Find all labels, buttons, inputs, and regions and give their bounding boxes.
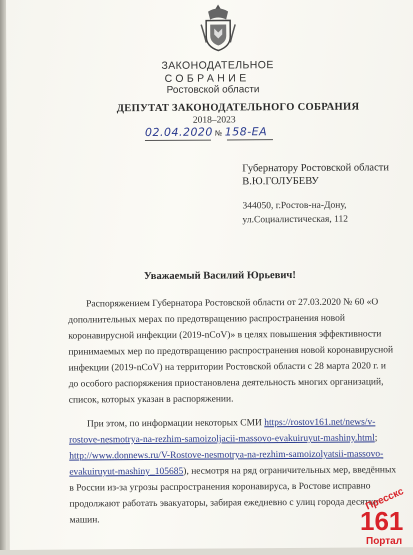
paragraph2-intro: При этом, по информации некоторых СМИ	[86, 418, 265, 430]
greeting: Уважаемый Василий Юрьевич!	[143, 269, 296, 283]
number-underline	[227, 139, 273, 140]
paragraph1-line: до особого распоряжения приостановлена деятельность многих организаций,	[68, 377, 384, 390]
watermark-number: 161	[360, 506, 404, 536]
separator-text: ;	[374, 433, 378, 444]
addressee-city: 344050, г.Ростов-на-Дону,	[242, 200, 347, 212]
paragraph2-line	[69, 465, 396, 477]
letter-page	[6, 0, 413, 550]
registration-handwritten	[145, 125, 267, 139]
registration-number-label: №	[214, 129, 223, 138]
paragraph1-line: принимаемых мер по предотвращению распространения новой коронавирусной	[68, 345, 394, 358]
page-edge-shadow	[0, 0, 6, 550]
addressee-position: Губернатору Ростовской области	[242, 162, 389, 175]
paragraph2-line	[87, 417, 375, 429]
date-underline	[145, 140, 211, 141]
paragraph2-line: машин.	[69, 515, 100, 526]
donnews-link-continued[interactable]: evakuiruyut-mashiny_105685	[69, 466, 184, 478]
portal-161-watermark	[356, 484, 413, 550]
paragraph2-line: продолжают работать эвакуаторы, забирая ежедневно с улиц города десятки	[69, 497, 379, 510]
paragraph1-line: Распоряжением Губернатора Ростовской области от 27.03.2020 № 60 «О	[86, 297, 379, 310]
deputy-title: ДЕПУТАТ ЗАКОНОДАТЕЛЬНОГО СОБРАНИЯ	[116, 101, 360, 115]
watermark-graphic	[356, 484, 413, 550]
donnews-link[interactable]: http://www.donnews.ru/V-Rostove-nesmotrya-na-rezhim-samoizolyatsii-massovo-	[69, 449, 384, 462]
term-years: 2018–2023	[192, 115, 236, 126]
registration-number: 158-ЕА	[224, 125, 268, 139]
assembly-name-line1: ЗАКОНОДАТЕЛЬНОЕ	[161, 59, 274, 72]
watermark-bottom-text: Портал	[366, 536, 403, 547]
paragraph1-line: коронавирусной инфекции (2019-nCoV)» в целях повышения эффективности	[68, 329, 382, 342]
assembly-region: Ростовской области	[166, 84, 260, 96]
rostov161-link[interactable]: https://rostov161.net/news/v-	[264, 417, 376, 429]
registration-date: 02.04.2020	[144, 125, 213, 140]
paragraph2-line	[69, 433, 377, 445]
addressee-name: В.Ю.ГОЛУБЕВУ	[242, 175, 319, 188]
assembly-name-line2: СОБРАНИЕ	[164, 72, 250, 85]
paragraph2-line	[69, 449, 383, 461]
coat-of-arms-icon	[200, 2, 236, 52]
paragraph1-line: дополнительных мерах по предотвращению распространения новой	[68, 313, 345, 326]
paragraph1-line: инфекции (2019-nCoV) на территории Ростовской области с 28 марта 2020 г. и	[68, 361, 386, 374]
watermark-top-text: Пресскс	[364, 486, 406, 513]
rostov161-link-continued[interactable]: rostove-nesmotrya-na-rezhim-samoizoljacii-massovo-evakuiruyut-mashiny.html	[69, 433, 375, 446]
paragraph2-text: ), несмотря на ряд ограничительных мер, введённых	[183, 465, 397, 477]
paragraph2-line: в России из-за угрозы распространения коронавируса, в Ростове исправно	[69, 481, 371, 494]
paragraph1-line: список, которых указан в распоряжении.	[68, 394, 234, 406]
addressee-street: ул.Социалистическая, 112	[242, 214, 349, 226]
